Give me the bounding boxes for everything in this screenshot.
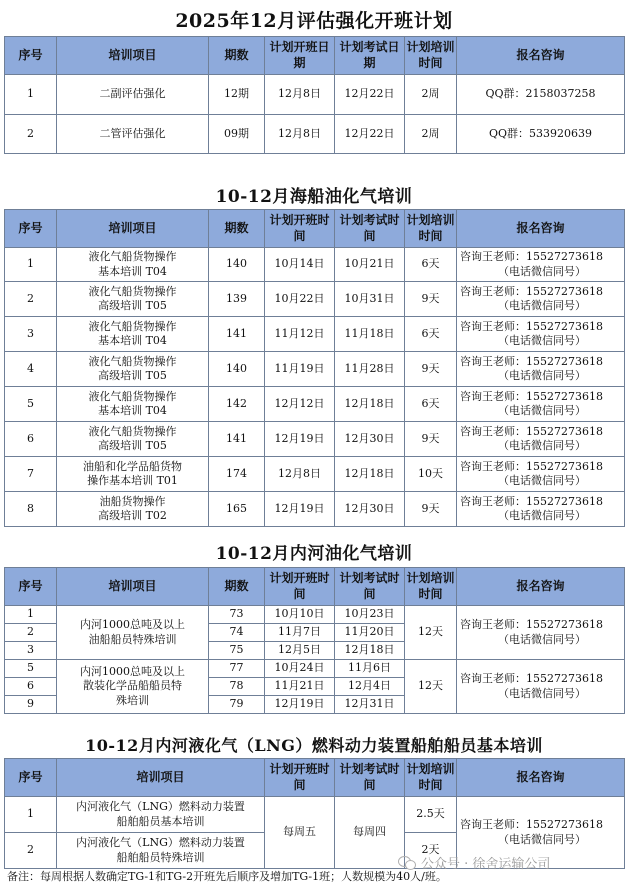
cell-exam: 11月20日 — [335, 624, 405, 642]
cell-duration: 6天 — [405, 248, 457, 282]
cell-exam: 每周四 — [335, 797, 405, 869]
cell-project — [57, 387, 209, 422]
col-header: 培训项目 — [57, 568, 209, 606]
col-header: 计划考试时间 — [335, 759, 405, 797]
project-line: 高级培训 T05 — [98, 439, 167, 452]
cell-period: 140 — [209, 352, 265, 387]
col-header: 期数 — [209, 37, 265, 75]
sea-tanker-rows — [5, 248, 625, 527]
project-line: 液化气船货物操作 — [88, 319, 177, 333]
cell-start: 每周五 — [265, 797, 335, 869]
cell-period: 12期 — [209, 75, 265, 115]
project-line: 液化气船货物操作 — [88, 250, 177, 264]
col-header: 计划开班时间 — [265, 568, 335, 606]
cell-start: 10月14日 — [265, 248, 335, 282]
cell-duration: 2周 — [405, 115, 457, 154]
cell-duration: 9天 — [405, 282, 457, 317]
header-row — [5, 210, 625, 248]
contact-line: 咨询王老师：15527273618 — [460, 284, 603, 298]
cell-period: 74 — [209, 624, 265, 642]
col-header: 计划考试时间 — [335, 210, 405, 248]
cell-project — [57, 660, 209, 714]
project-line: 操作基本培训 T01 — [87, 474, 178, 487]
cell-project: 二副评估强化 — [57, 75, 209, 115]
cell-duration: 2.5天 — [405, 797, 457, 833]
contact-line: （电话微信同号） — [498, 832, 586, 846]
col-header: 培训项目 — [57, 759, 265, 797]
cell-contact — [457, 660, 625, 714]
section4-title: 10-12月内河液化气（LNG）燃料动力装置船舶船员基本培训 — [85, 736, 543, 755]
cell-project — [57, 248, 209, 282]
cell-project — [57, 282, 209, 317]
col-header: 计划培训时间 — [405, 759, 457, 797]
inland-tanker-table — [4, 567, 625, 714]
cell-period: 142 — [209, 387, 265, 422]
cell-start: 10月24日 — [265, 660, 335, 678]
table-row — [5, 352, 625, 387]
cell-no: 6 — [5, 678, 57, 696]
project-line: 内河1000总吨及以上 — [80, 618, 185, 632]
cell-exam: 12月30日 — [335, 422, 405, 457]
project-line: 油船货物操作 — [99, 494, 166, 508]
contact-line: （电话微信同号） — [498, 369, 586, 382]
project-line: 液化气船货物操作 — [88, 424, 177, 438]
project-line: 高级培训 T05 — [98, 299, 167, 312]
cell-period: 174 — [209, 457, 265, 492]
contact-line: （电话微信同号） — [498, 686, 586, 700]
cell-start: 12月19日 — [265, 422, 335, 457]
project-line: 液化气船货物操作 — [88, 354, 177, 368]
cell-duration: 9天 — [405, 422, 457, 457]
cell-exam: 10月31日 — [335, 282, 405, 317]
header-row — [5, 568, 625, 606]
project-line: 船舶船员特殊培训 — [116, 850, 205, 864]
col-header: 培训项目 — [57, 37, 209, 75]
cell-no: 7 — [5, 457, 57, 492]
contact-line: 咨询王老师：15527273618 — [460, 672, 603, 686]
cell-contact — [457, 457, 625, 492]
cell-project — [57, 352, 209, 387]
cell-exam: 10月23日 — [335, 606, 405, 624]
section1-title: 2025年12月评估强化开班计划 — [175, 10, 453, 32]
project-line: 液化气船货物操作 — [88, 389, 177, 403]
col-header: 计划考试时间 — [335, 568, 405, 606]
cell-exam: 12月18日 — [335, 457, 405, 492]
table-row — [5, 75, 625, 115]
wechat-icon — [398, 855, 416, 869]
cell-no: 5 — [5, 387, 57, 422]
cell-exam: 12月31日 — [335, 696, 405, 714]
table-row — [5, 317, 625, 352]
cell-start: 11月7日 — [265, 624, 335, 642]
cell-no: 5 — [5, 660, 57, 678]
contact-line: （电话微信同号） — [498, 474, 586, 487]
cell-contact — [457, 606, 625, 660]
project-line: 内河液化气（LNG）燃料动力装置 — [76, 836, 245, 850]
contact-line: 咨询王老师：15527273618 — [460, 319, 603, 333]
cell-exam: 11月18日 — [335, 317, 405, 352]
cell-no: 1 — [5, 606, 57, 624]
contact-line: 咨询王老师：15527273618 — [460, 354, 603, 368]
contact-line: 咨询王老师：15527273618 — [460, 818, 603, 832]
cell-start: 11月19日 — [265, 352, 335, 387]
cell-duration: 2天 — [405, 833, 457, 869]
cell-exam: 12月18日 — [335, 387, 405, 422]
project-line: 殊培训 — [116, 693, 149, 707]
cell-no: 4 — [5, 352, 57, 387]
table-row — [5, 492, 625, 527]
contact-line: （电话微信同号） — [498, 299, 586, 312]
project-line: 高级培训 T02 — [98, 509, 167, 522]
col-header: 计划开班时间 — [265, 759, 335, 797]
cell-no: 1 — [5, 75, 57, 115]
project-line: 基本培训 T04 — [98, 404, 167, 417]
header-row — [5, 759, 625, 797]
table-row — [5, 606, 625, 624]
cell-exam: 12月22日 — [335, 115, 405, 154]
col-header: 报名咨询 — [457, 568, 625, 606]
col-header: 期数 — [209, 210, 265, 248]
cell-period: 141 — [209, 422, 265, 457]
col-header: 报名咨询 — [457, 37, 625, 75]
project-line: 油船船员特殊培训 — [88, 632, 177, 646]
col-header: 计划考试日期 — [335, 37, 405, 75]
cell-period: 78 — [209, 678, 265, 696]
contact-line: （电话微信同号） — [498, 334, 586, 347]
cell-project — [57, 317, 209, 352]
contact-line: （电话微信同号） — [498, 404, 586, 417]
cell-duration: 6天 — [405, 317, 457, 352]
col-header: 计划培训时间 — [405, 568, 457, 606]
cell-duration: 9天 — [405, 352, 457, 387]
cell-start: 10月22日 — [265, 282, 335, 317]
cell-start: 12月19日 — [265, 696, 335, 714]
cell-duration: 6天 — [405, 387, 457, 422]
table-row — [5, 457, 625, 492]
cell-start: 11月21日 — [265, 678, 335, 696]
cell-contact — [457, 422, 625, 457]
cell-contact — [457, 317, 625, 352]
cell-exam: 12月30日 — [335, 492, 405, 527]
col-header: 计划培训时间 — [405, 37, 457, 75]
cell-contact — [457, 248, 625, 282]
header-row — [5, 37, 625, 75]
cell-project — [57, 422, 209, 457]
cell-period: 75 — [209, 642, 265, 660]
cell-no: 2 — [5, 282, 57, 317]
cell-project — [57, 606, 209, 660]
col-header: 序号 — [5, 210, 57, 248]
contact-line: 咨询王老师：15527273618 — [460, 618, 603, 632]
contact-line: 咨询王老师：15527273618 — [460, 424, 603, 438]
watermark — [398, 852, 624, 872]
cell-contact — [457, 492, 625, 527]
cell-no: 8 — [5, 492, 57, 527]
cell-contact — [457, 282, 625, 317]
col-header: 序号 — [5, 568, 57, 606]
cell-duration: 9天 — [405, 492, 457, 527]
cell-duration: 12天 — [405, 660, 457, 714]
cell-period: 09期 — [209, 115, 265, 154]
project-line: 基本培训 T04 — [98, 334, 167, 347]
contact-line: （电话微信同号） — [498, 439, 586, 452]
col-header: 计划培训时间 — [405, 210, 457, 248]
cell-period: 140 — [209, 248, 265, 282]
cell-duration: 12天 — [405, 606, 457, 660]
section3-title: 10-12月内河油化气培训 — [215, 544, 413, 564]
cell-start: 10月10日 — [265, 606, 335, 624]
project-line: 散装化学品船船员特 — [83, 679, 182, 693]
cell-project — [57, 457, 209, 492]
cell-exam: 12月22日 — [335, 75, 405, 115]
cell-project — [57, 492, 209, 527]
cell-start: 12月8日 — [265, 457, 335, 492]
cell-no: 2 — [5, 833, 57, 869]
col-header: 计划开班日期 — [265, 37, 335, 75]
cell-contact — [457, 352, 625, 387]
cell-period: 73 — [209, 606, 265, 624]
cell-contact: QQ群：2158037258 — [457, 75, 625, 115]
col-header: 计划开班时间 — [265, 210, 335, 248]
project-line: 高级培训 T05 — [98, 369, 167, 382]
cell-no: 1 — [5, 797, 57, 833]
cell-period: 77 — [209, 660, 265, 678]
cell-start: 12月19日 — [265, 492, 335, 527]
assessment-table — [4, 36, 625, 154]
cell-no: 2 — [5, 624, 57, 642]
table-row — [5, 422, 625, 457]
sea-tanker-table — [4, 209, 625, 527]
cell-start: 12月5日 — [265, 642, 335, 660]
cell-exam: 12月18日 — [335, 642, 405, 660]
col-header: 期数 — [209, 568, 265, 606]
cell-no: 6 — [5, 422, 57, 457]
cell-start: 11月12日 — [265, 317, 335, 352]
project-line: 船舶船员基本培训 — [116, 814, 205, 828]
section2-title: 10-12月海船油化气培训 — [215, 187, 413, 207]
cell-exam: 10月21日 — [335, 248, 405, 282]
cell-start: 12月8日 — [265, 75, 335, 115]
cell-project — [57, 833, 265, 869]
cell-project — [57, 797, 265, 833]
cell-no: 2 — [5, 115, 57, 154]
contact-line: 咨询王老师：15527273618 — [460, 250, 603, 264]
cell-duration: 2周 — [405, 75, 457, 115]
contact-line: （电话微信同号） — [498, 509, 586, 522]
contact-line: （电话微信同号） — [498, 264, 586, 278]
contact-line: （电话微信同号） — [498, 632, 586, 646]
table-row — [5, 115, 625, 154]
contact-line: 咨询王老师：15527273618 — [460, 459, 603, 473]
project-line: 油船和化学品船货物 — [83, 459, 182, 473]
cell-start: 12月12日 — [265, 387, 335, 422]
contact-line: 咨询王老师：15527273618 — [460, 389, 603, 403]
col-header: 报名咨询 — [457, 759, 625, 797]
cell-contact: QQ群：533920639 — [457, 115, 625, 154]
cell-start: 12月8日 — [265, 115, 335, 154]
cell-no: 1 — [5, 248, 57, 282]
cell-no: 3 — [5, 642, 57, 660]
project-line: 内河1000总吨及以上 — [80, 665, 185, 679]
col-header: 报名咨询 — [457, 210, 625, 248]
project-line: 内河液化气（LNG）燃料动力装置 — [76, 800, 245, 814]
table-row — [5, 387, 625, 422]
footnote: 备注：每周根据人数确定TG-1和TG-2开班先后顺序及增加TG-1班；人数规模为40人/班。 — [7, 870, 447, 883]
cell-period: 139 — [209, 282, 265, 317]
project-line: 基本培训 T04 — [98, 264, 167, 278]
cell-project: 二管评估强化 — [57, 115, 209, 154]
cell-period: 165 — [209, 492, 265, 527]
contact-line: 咨询王老师：15527273618 — [460, 494, 603, 508]
cell-period: 79 — [209, 696, 265, 714]
col-header: 序号 — [5, 37, 57, 75]
table-row — [5, 282, 625, 317]
cell-duration: 10天 — [405, 457, 457, 492]
table-row — [5, 660, 625, 678]
col-header: 培训项目 — [57, 210, 209, 248]
cell-exam: 11月6日 — [335, 660, 405, 678]
cell-exam: 12月4日 — [335, 678, 405, 696]
table-row — [5, 248, 625, 282]
table-row — [5, 797, 625, 833]
cell-no: 9 — [5, 696, 57, 714]
cell-no: 3 — [5, 317, 57, 352]
cell-exam: 11月28日 — [335, 352, 405, 387]
watermark-text: 公众号 · 徐舍运输公司 — [421, 856, 551, 872]
col-header: 序号 — [5, 759, 57, 797]
cell-period: 141 — [209, 317, 265, 352]
cell-contact — [457, 387, 625, 422]
project-line: 液化气船货物操作 — [88, 284, 177, 298]
